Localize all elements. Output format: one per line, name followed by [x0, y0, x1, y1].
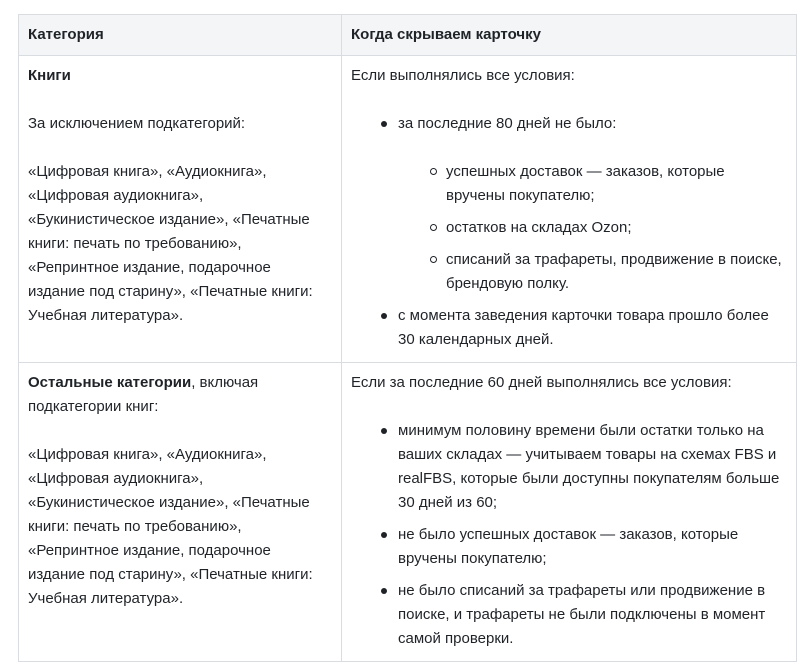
- condition-cell: [342, 56, 797, 363]
- condition-intro: Если выполнялись все условия:: [351, 67, 575, 84]
- list-item: [398, 304, 787, 352]
- bullet-dot-icon: [381, 532, 387, 538]
- subcategory-list: «Цифровая книга», «Аудиокнига», «Цифровая аудиокнига», «Букинистическое издание», «Печатные книги: печать по требованию», «Репринтное издание, подарочное издание под старину», «Печатные книги: Учебная литература».: [28, 446, 313, 607]
- list-item-text: успешных доставок — заказов, которые вручены покупателю;: [446, 163, 725, 204]
- condition-cell: [342, 363, 797, 662]
- exceptions-intro: За исключением подкатегорий:: [28, 115, 246, 132]
- list-item: [398, 112, 787, 296]
- table-row: [19, 363, 797, 662]
- sub-condition-list: [398, 160, 787, 296]
- category-cell: [19, 56, 342, 363]
- list-item-text: не было списаний за трафареты или продвижение в поиске, и трафареты не были подключены в момент самой проверки.: [398, 582, 766, 647]
- category-title-suffix: , включая подкатегории книг:: [28, 374, 259, 415]
- table-row: [19, 56, 797, 363]
- condition-intro: Если за последние 60 дней выполнялись все условия:: [351, 374, 732, 391]
- bullet-dot-icon: [381, 588, 387, 594]
- category-cell: [19, 363, 342, 662]
- list-item-text: остатков на складах Ozon;: [446, 219, 632, 236]
- subcategory-list: «Цифровая книга», «Аудиокнига», «Цифровая аудиокнига», «Букинистическое издание», «Печатные книги: печать по требованию», «Репринтное издание, подарочное издание под старину», «Печатные книги: Учебная литература».: [28, 163, 313, 324]
- list-item: [446, 248, 787, 296]
- condition-list: [351, 112, 787, 352]
- list-item-text: с момента заведения карточки товара прошло более 30 календарных дней.: [398, 307, 769, 348]
- bullet-circle-icon: [430, 168, 437, 175]
- list-item: [398, 419, 787, 515]
- bullet-circle-icon: [430, 224, 437, 231]
- bullet-dot-icon: [381, 428, 387, 434]
- list-item: [446, 216, 787, 240]
- list-item: [398, 523, 787, 571]
- bullet-dot-icon: [381, 121, 387, 127]
- category-title: Остальные категории: [28, 374, 192, 391]
- table-header-row: [19, 15, 797, 56]
- column-header-when-hidden: Когда скрываем карточку: [342, 15, 797, 56]
- list-item-text: не было успешных доставок — заказов, которые вручены покупателю;: [398, 526, 739, 567]
- bullet-circle-icon: [430, 256, 437, 263]
- condition-list: [351, 419, 787, 651]
- list-item: [446, 160, 787, 208]
- list-item-text: минимум половину времени были остатки только на ваших складах — учитываем товары на схемах FBS и realFBS, которые были доступны покупателям больше 30 дней из 60;: [398, 422, 780, 511]
- table-header: [19, 15, 797, 56]
- column-header-category: Категория: [19, 15, 342, 56]
- list-item: [398, 579, 787, 651]
- category-title: Книги: [28, 67, 71, 84]
- bullet-dot-icon: [381, 313, 387, 319]
- list-item-text: списаний за трафареты, продвижение в поиске, брендовую полку.: [446, 251, 782, 292]
- hide-card-rules-table: [18, 14, 797, 662]
- list-item-text: за последние 80 дней не было:: [398, 115, 617, 132]
